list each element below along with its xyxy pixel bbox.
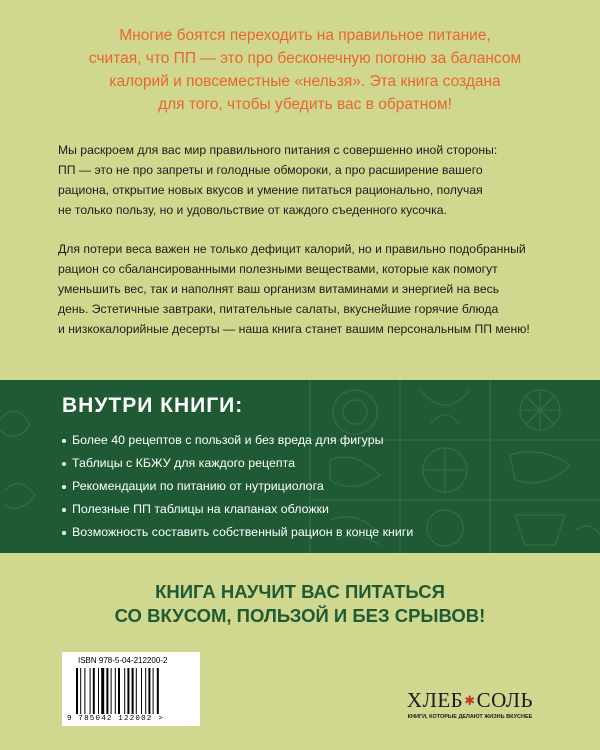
- intro-heading: [60, 24, 550, 116]
- paragraph-line: уменьшить вес, так и наполнят ваш организм витаминами и энергией на весь: [58, 282, 500, 296]
- feature-text: Полезные ПП таблицы на клапанах обложки: [72, 502, 329, 516]
- feature-item: [62, 475, 413, 498]
- bullet-icon: [62, 485, 66, 489]
- paragraph-line: и низкокалорийные десерты — наша книга станет вашим персональным ПП меню!: [58, 322, 530, 336]
- slogan: [0, 580, 600, 628]
- bullet-icon: [62, 531, 66, 535]
- paragraph-line: не только пользу, но и удовольствие от каждого съеденного кусочка.: [58, 203, 447, 217]
- intro-line: калорий и повсеместные «нельзя». Эта книга создана: [109, 73, 501, 90]
- wheat-star-icon: ✱: [464, 692, 476, 708]
- slogan-line: СО ВКУСОМ, ПОЛЬЗОЙ И БЕЗ СРЫВОВ!: [114, 605, 486, 626]
- feature-text: Таблицы с КБЖУ для каждого рецепта: [72, 456, 296, 470]
- features-list: [62, 429, 413, 544]
- publisher-name: [400, 688, 540, 713]
- description-paragraph-2: [58, 239, 558, 339]
- feature-item: [62, 452, 413, 475]
- isbn-text: ISBN 978-5-04-212200-2: [78, 656, 168, 665]
- intro-line: Многие боятся переходить на правильное питание,: [119, 27, 491, 44]
- paragraph-line: Мы раскроем для вас мир правильного питания с совершенно иной стороны:: [58, 143, 498, 157]
- feature-item: [62, 498, 413, 521]
- publisher-name-left: ХЛЕБ: [406, 688, 464, 712]
- feature-text: Возможность составить собственный рацион в конце книги: [72, 525, 414, 539]
- bullet-icon: [62, 508, 66, 512]
- bullet-icon: [62, 462, 66, 466]
- paragraph-line: Для потери веса важен не только дефицит калорий, но и правильно подобранный: [58, 242, 526, 256]
- barcode-number: 9 785042 122002 >: [67, 715, 164, 723]
- inside-book-band: [0, 380, 600, 553]
- feature-text: Рекомендации по питанию от нутрициолога: [72, 479, 324, 493]
- feature-item: [62, 429, 413, 452]
- slogan-line: КНИГА НАУЧИТ ВАС ПИТАТЬСЯ: [155, 581, 445, 602]
- publisher-name-right: СОЛЬ: [476, 688, 534, 712]
- paragraph-line: ПП — это не про запреты и голодные обмороки, а про расширение вашего: [58, 163, 483, 177]
- bullet-icon: [62, 439, 66, 443]
- description-paragraph-1: [58, 140, 558, 220]
- intro-line: считая, что ПП — это про бесконечную погоню за балансом: [88, 50, 522, 67]
- feature-item: [62, 521, 413, 544]
- intro-line: для того, чтобы убедить вас в обратном!: [158, 96, 452, 113]
- paragraph-line: рациона, открытие новых вкусов и умение питаться рационально, получая: [58, 183, 483, 197]
- publisher-tagline: КНИГИ, КОТОРЫЕ ДЕЛАЮТ ЖИЗНЬ ВКУСНЕЕ: [407, 714, 533, 720]
- publisher-logo: [400, 688, 540, 720]
- paragraph-line: рацион со сбалансированными полезными веществами, которые как помогут: [58, 262, 498, 276]
- barcode-box: [62, 652, 200, 726]
- inside-heading: ВНУТРИ КНИГИ:: [62, 394, 244, 417]
- feature-text: Более 40 рецептов с пользой и без вреда для фигуры: [72, 433, 384, 447]
- barcode-icon: [76, 668, 188, 714]
- paragraph-line: день. Эстетичные завтраки, питательные салаты, вкуснейшие горячие блюда: [58, 302, 499, 316]
